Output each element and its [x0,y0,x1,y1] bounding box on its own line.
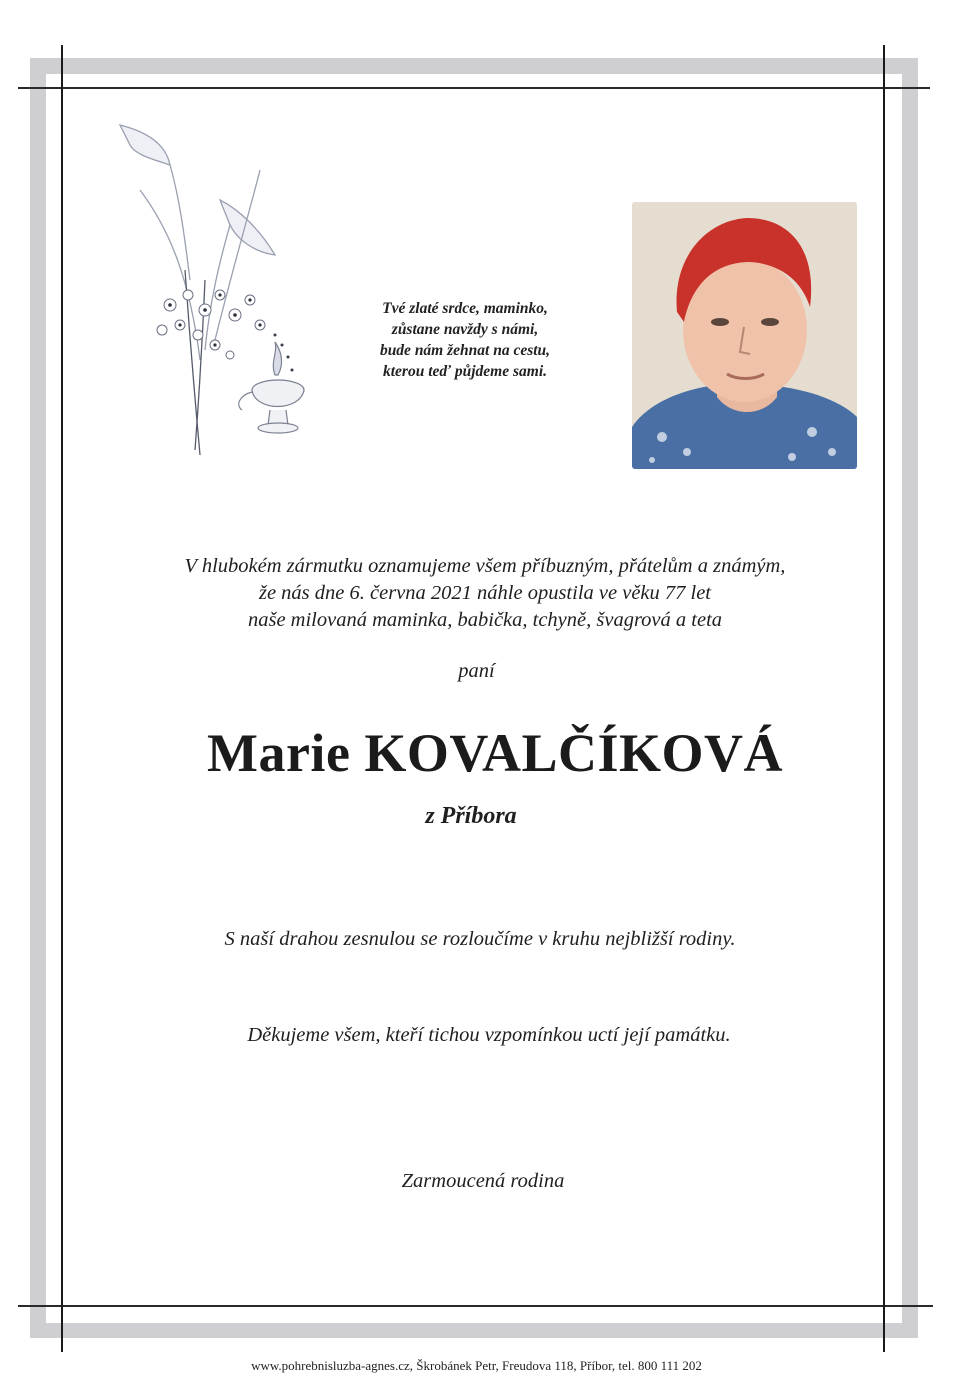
right-rule [883,45,885,1352]
announcement-line: naše milovaná maminka, babička, tchyně, švagrová a teta [247,609,723,631]
verse-line: kterou teď půjdeme sami. [382,363,547,380]
deceased-origin: z Příbora [425,803,517,829]
portrait-photo [632,202,857,469]
top-rule [18,87,930,89]
verse-line: zůstane navždy s námi, [391,321,539,338]
announcement-line: V hlubokém zármutku oznamujeme všem příbuzným, přátelům a známým, [184,555,786,577]
floral-bouquet-icon [110,120,320,465]
death-announcement [100,553,870,634]
deceased-name: Marie KOVALČÍKOVÁ [207,723,783,783]
bottom-rule [18,1305,933,1307]
left-rule [61,45,63,1352]
farewell-note: S naší drahou zesnulou se rozloučíme v kruhu nejbližší rodiny. [224,928,736,950]
verse-line: Tvé zlaté srdce, maminko, [382,300,548,317]
thanks-note: Děkujeme všem, kteří tichou vzpomínkou uctí její památku. [247,1024,731,1046]
memorial-verse [335,298,595,382]
family-signature: Zarmoucená rodina [401,1170,565,1192]
portrait-icon [632,202,857,469]
honorific: paní [458,660,495,682]
funeral-service-footer: www.pohrebnisluzba-agnes.cz, Škrobánek Petr, Freudova 118, Příbor, tel. 800 111 202 [251,1358,702,1373]
verse-line: bude nám žehnat na cestu, [379,342,551,359]
announcement-line: že nás dne 6. června 2021 náhle opustila ve věku 77 let [258,582,712,604]
